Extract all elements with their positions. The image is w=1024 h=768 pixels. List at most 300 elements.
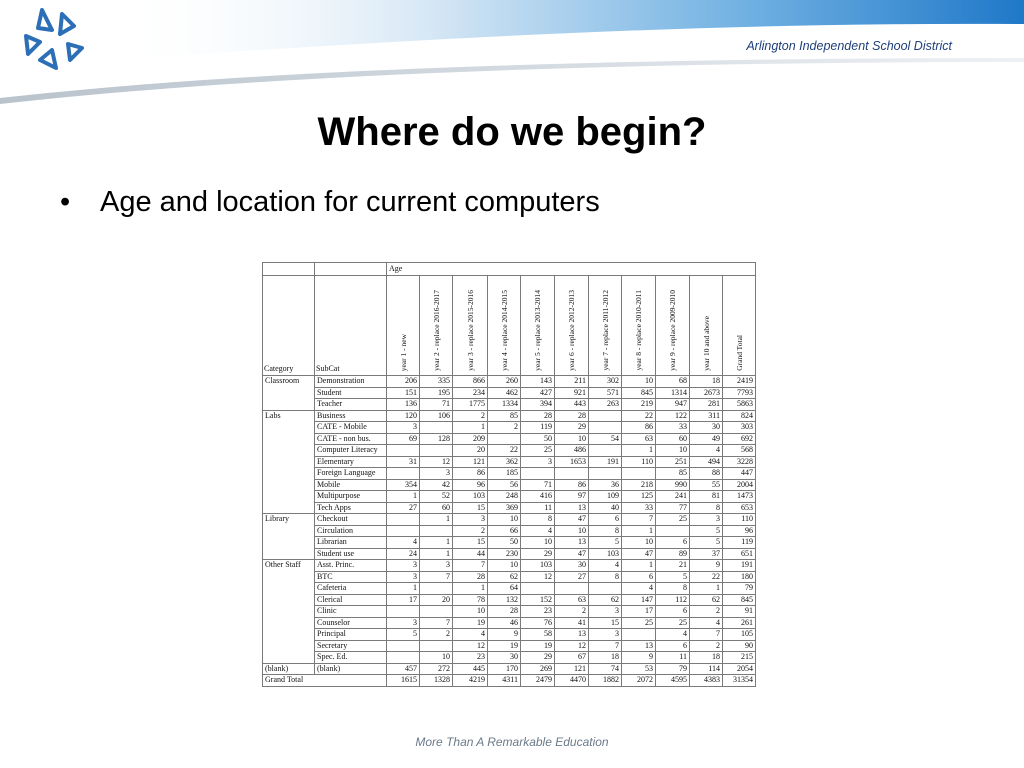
value-cell: 3 bbox=[420, 560, 453, 572]
value-cell: 4 bbox=[387, 537, 420, 549]
column-header-label: year 1 - new bbox=[398, 333, 408, 371]
table-row bbox=[263, 652, 756, 664]
value-cell bbox=[589, 410, 622, 422]
value-cell: 29 bbox=[521, 652, 555, 664]
value-cell: 6 bbox=[656, 640, 690, 652]
subcat-cell: Counselor bbox=[315, 617, 387, 629]
value-cell: 5863 bbox=[723, 399, 756, 411]
column-header bbox=[521, 276, 555, 376]
value-cell bbox=[656, 525, 690, 537]
value-cell: 281 bbox=[690, 399, 723, 411]
value-cell: 494 bbox=[690, 456, 723, 468]
value-cell: 4 bbox=[690, 617, 723, 629]
grand-total-value: 1615 bbox=[387, 675, 420, 687]
column-header bbox=[690, 276, 723, 376]
value-cell: 845 bbox=[723, 594, 756, 606]
age-label: Age bbox=[387, 263, 756, 276]
value-cell: 261 bbox=[723, 617, 756, 629]
value-cell: 195 bbox=[420, 387, 453, 399]
value-cell: 53 bbox=[622, 663, 656, 675]
value-cell: 1 bbox=[690, 583, 723, 595]
category-cell bbox=[263, 629, 315, 641]
value-cell: 206 bbox=[387, 376, 420, 388]
value-cell: 3 bbox=[453, 514, 488, 526]
category-cell bbox=[263, 387, 315, 399]
value-cell: 1473 bbox=[723, 491, 756, 503]
value-cell: 41 bbox=[555, 617, 589, 629]
value-cell: 63 bbox=[555, 594, 589, 606]
table-row bbox=[263, 491, 756, 503]
value-cell: 120 bbox=[387, 410, 420, 422]
column-header bbox=[420, 276, 453, 376]
value-cell: 58 bbox=[521, 629, 555, 641]
value-cell: 79 bbox=[656, 663, 690, 675]
column-header-label: year 9 - replace 2009-2010 bbox=[668, 290, 677, 371]
value-cell: 105 bbox=[723, 629, 756, 641]
subcat-cell: CATE - Mobile bbox=[315, 422, 387, 434]
value-cell: 10 bbox=[622, 537, 656, 549]
value-cell: 10 bbox=[521, 537, 555, 549]
grand-total-value: 1882 bbox=[589, 675, 622, 687]
subcat-cell: Circulation bbox=[315, 525, 387, 537]
grand-total-value: 4219 bbox=[453, 675, 488, 687]
value-cell: 219 bbox=[622, 399, 656, 411]
value-cell: 185 bbox=[488, 468, 521, 480]
value-cell: 9 bbox=[690, 560, 723, 572]
subcat-cell: Demonstration bbox=[315, 376, 387, 388]
subcat-cell: Secretary bbox=[315, 640, 387, 652]
subcat-cell: Business bbox=[315, 410, 387, 422]
value-cell: 2004 bbox=[723, 479, 756, 491]
value-cell bbox=[589, 583, 622, 595]
table-row bbox=[263, 387, 756, 399]
grand-total-value: 4311 bbox=[488, 675, 521, 687]
value-cell: 8 bbox=[589, 525, 622, 537]
value-cell: 47 bbox=[555, 548, 589, 560]
value-cell: 1 bbox=[453, 583, 488, 595]
value-cell: 37 bbox=[690, 548, 723, 560]
subcat-cell: Multipurpose bbox=[315, 491, 387, 503]
value-cell: 1 bbox=[387, 491, 420, 503]
value-cell: 1653 bbox=[555, 456, 589, 468]
value-cell: 8 bbox=[656, 583, 690, 595]
value-cell: 1 bbox=[420, 537, 453, 549]
value-cell: 136 bbox=[387, 399, 420, 411]
value-cell: 2 bbox=[453, 410, 488, 422]
value-cell: 8 bbox=[589, 571, 622, 583]
value-cell: 462 bbox=[488, 387, 521, 399]
value-cell: 947 bbox=[656, 399, 690, 411]
value-cell: 1 bbox=[622, 445, 656, 457]
value-cell: 15 bbox=[453, 502, 488, 514]
value-cell: 109 bbox=[589, 491, 622, 503]
value-cell: 4 bbox=[622, 583, 656, 595]
value-cell: 79 bbox=[723, 583, 756, 595]
table-row bbox=[263, 376, 756, 388]
value-cell: 63 bbox=[622, 433, 656, 445]
value-cell: 36 bbox=[589, 479, 622, 491]
value-cell: 25 bbox=[521, 445, 555, 457]
column-header-label: year 7 - replace 2011-2012 bbox=[600, 290, 610, 371]
subcat-cell: Checkout bbox=[315, 514, 387, 526]
value-cell bbox=[555, 468, 589, 480]
value-cell: 17 bbox=[387, 594, 420, 606]
value-cell: 128 bbox=[420, 433, 453, 445]
category-cell bbox=[263, 537, 315, 549]
value-cell: 96 bbox=[723, 525, 756, 537]
value-cell: 23 bbox=[453, 652, 488, 664]
value-cell: 1 bbox=[622, 525, 656, 537]
value-cell bbox=[387, 468, 420, 480]
value-cell: 60 bbox=[420, 502, 453, 514]
table-row bbox=[263, 594, 756, 606]
category-cell: Library bbox=[263, 514, 315, 526]
value-cell: 27 bbox=[555, 571, 589, 583]
value-cell: 10 bbox=[555, 525, 589, 537]
value-cell: 27 bbox=[387, 502, 420, 514]
table-age-row bbox=[263, 263, 756, 276]
category-cell bbox=[263, 594, 315, 606]
subcat-cell: Spec. Ed. bbox=[315, 652, 387, 664]
value-cell: 1 bbox=[622, 560, 656, 572]
value-cell: 106 bbox=[420, 410, 453, 422]
value-cell: 447 bbox=[723, 468, 756, 480]
category-cell bbox=[263, 445, 315, 457]
category-cell bbox=[263, 548, 315, 560]
grand-total-value: 1328 bbox=[420, 675, 453, 687]
value-cell: 990 bbox=[656, 479, 690, 491]
value-cell: 5 bbox=[690, 537, 723, 549]
column-header-label: year 6 - replace 2012-2013 bbox=[567, 290, 576, 371]
value-cell: 6 bbox=[589, 514, 622, 526]
value-cell: 103 bbox=[453, 491, 488, 503]
value-cell: 29 bbox=[555, 422, 589, 434]
column-header-label: year 10 and above bbox=[701, 316, 711, 371]
subcat-cell: Librarian bbox=[315, 537, 387, 549]
value-cell: 7 bbox=[622, 514, 656, 526]
value-cell: 486 bbox=[555, 445, 589, 457]
value-cell: 81 bbox=[690, 491, 723, 503]
table-row bbox=[263, 399, 756, 411]
value-cell: 28 bbox=[453, 571, 488, 583]
subcat-cell: Principal bbox=[315, 629, 387, 641]
value-cell: 18 bbox=[690, 652, 723, 664]
value-cell: 151 bbox=[387, 387, 420, 399]
value-cell: 568 bbox=[723, 445, 756, 457]
column-header bbox=[488, 276, 521, 376]
value-cell: 211 bbox=[555, 376, 589, 388]
column-header bbox=[656, 276, 690, 376]
value-cell: 11 bbox=[656, 652, 690, 664]
value-cell: 97 bbox=[555, 491, 589, 503]
value-cell: 28 bbox=[521, 410, 555, 422]
category-cell bbox=[263, 583, 315, 595]
value-cell: 260 bbox=[488, 376, 521, 388]
value-cell: 56 bbox=[488, 479, 521, 491]
column-header bbox=[555, 276, 589, 376]
value-cell: 4 bbox=[453, 629, 488, 641]
grand-total-value: 2479 bbox=[521, 675, 555, 687]
value-cell: 10 bbox=[488, 560, 521, 572]
value-cell: 1 bbox=[453, 422, 488, 434]
bullet-dot-icon: • bbox=[60, 186, 71, 218]
value-cell: 824 bbox=[723, 410, 756, 422]
category-cell bbox=[263, 571, 315, 583]
subcat-cell: Foreign Language bbox=[315, 468, 387, 480]
subcat-header: SubCat bbox=[315, 276, 387, 376]
header-banner bbox=[0, 0, 1024, 110]
table-row bbox=[263, 617, 756, 629]
table-row bbox=[263, 525, 756, 537]
value-cell: 78 bbox=[453, 594, 488, 606]
value-cell: 921 bbox=[555, 387, 589, 399]
value-cell: 13 bbox=[622, 640, 656, 652]
value-cell: 866 bbox=[453, 376, 488, 388]
value-cell: 302 bbox=[589, 376, 622, 388]
value-cell: 85 bbox=[656, 468, 690, 480]
value-cell: 18 bbox=[690, 376, 723, 388]
subcat-cell: Clerical bbox=[315, 594, 387, 606]
subcat-cell: CATE - non bus. bbox=[315, 433, 387, 445]
value-cell: 13 bbox=[555, 537, 589, 549]
value-cell: 40 bbox=[589, 502, 622, 514]
value-cell: 6 bbox=[656, 537, 690, 549]
value-cell: 20 bbox=[420, 594, 453, 606]
value-cell: 88 bbox=[690, 468, 723, 480]
value-cell: 10 bbox=[555, 433, 589, 445]
value-cell: 10 bbox=[420, 652, 453, 664]
value-cell: 7 bbox=[420, 571, 453, 583]
value-cell: 18 bbox=[589, 652, 622, 664]
value-cell: 50 bbox=[488, 537, 521, 549]
value-cell: 2 bbox=[488, 422, 521, 434]
value-cell: 12 bbox=[453, 640, 488, 652]
value-cell: 68 bbox=[656, 376, 690, 388]
value-cell: 125 bbox=[622, 491, 656, 503]
value-cell: 119 bbox=[723, 537, 756, 549]
value-cell: 152 bbox=[521, 594, 555, 606]
value-cell: 335 bbox=[420, 376, 453, 388]
value-cell: 7 bbox=[420, 617, 453, 629]
value-cell: 3228 bbox=[723, 456, 756, 468]
value-cell: 2673 bbox=[690, 387, 723, 399]
value-cell: 180 bbox=[723, 571, 756, 583]
value-cell: 263 bbox=[589, 399, 622, 411]
value-cell: 1334 bbox=[488, 399, 521, 411]
value-cell: 1775 bbox=[453, 399, 488, 411]
value-cell: 121 bbox=[555, 663, 589, 675]
value-cell: 10 bbox=[622, 376, 656, 388]
category-cell bbox=[263, 479, 315, 491]
table-row bbox=[263, 456, 756, 468]
value-cell bbox=[420, 583, 453, 595]
value-cell bbox=[488, 433, 521, 445]
value-cell: 369 bbox=[488, 502, 521, 514]
value-cell: 241 bbox=[656, 491, 690, 503]
value-cell bbox=[387, 652, 420, 664]
value-cell: 10 bbox=[488, 514, 521, 526]
value-cell: 269 bbox=[521, 663, 555, 675]
category-cell bbox=[263, 422, 315, 434]
table-row bbox=[263, 606, 756, 618]
value-cell: 272 bbox=[420, 663, 453, 675]
subcat-cell: (blank) bbox=[315, 663, 387, 675]
value-cell: 394 bbox=[521, 399, 555, 411]
value-cell: 103 bbox=[521, 560, 555, 572]
value-cell: 15 bbox=[453, 537, 488, 549]
value-cell: 2419 bbox=[723, 376, 756, 388]
value-cell: 96 bbox=[453, 479, 488, 491]
value-cell: 230 bbox=[488, 548, 521, 560]
value-cell: 3 bbox=[589, 629, 622, 641]
subcat-cell: Teacher bbox=[315, 399, 387, 411]
value-cell: 3 bbox=[521, 456, 555, 468]
value-cell: 2 bbox=[420, 629, 453, 641]
category-cell bbox=[263, 468, 315, 480]
value-cell: 9 bbox=[488, 629, 521, 641]
value-cell: 110 bbox=[622, 456, 656, 468]
category-cell bbox=[263, 606, 315, 618]
value-cell: 19 bbox=[488, 640, 521, 652]
value-cell: 311 bbox=[690, 410, 723, 422]
value-cell: 28 bbox=[555, 410, 589, 422]
column-header-label: year 4 - replace 2014-2015 bbox=[499, 290, 509, 371]
value-cell: 5 bbox=[387, 629, 420, 641]
value-cell: 62 bbox=[690, 594, 723, 606]
value-cell: 42 bbox=[420, 479, 453, 491]
value-cell: 1314 bbox=[656, 387, 690, 399]
category-cell: Labs bbox=[263, 410, 315, 422]
value-cell: 234 bbox=[453, 387, 488, 399]
value-cell bbox=[387, 445, 420, 457]
subcat-cell: BTC bbox=[315, 571, 387, 583]
value-cell: 132 bbox=[488, 594, 521, 606]
value-cell: 25 bbox=[622, 617, 656, 629]
value-cell: 215 bbox=[723, 652, 756, 664]
value-cell: 3 bbox=[387, 571, 420, 583]
table-row bbox=[263, 422, 756, 434]
value-cell: 60 bbox=[656, 433, 690, 445]
value-cell: 10 bbox=[453, 606, 488, 618]
subcat-cell: Student bbox=[315, 387, 387, 399]
value-cell: 103 bbox=[589, 548, 622, 560]
table-row bbox=[263, 502, 756, 514]
subcat-cell: Computer Literacy bbox=[315, 445, 387, 457]
value-cell: 11 bbox=[521, 502, 555, 514]
grand-total-value: 31354 bbox=[723, 675, 756, 687]
value-cell: 443 bbox=[555, 399, 589, 411]
value-cell: 3 bbox=[420, 468, 453, 480]
value-cell: 69 bbox=[387, 433, 420, 445]
value-cell: 71 bbox=[521, 479, 555, 491]
column-header-label: year 5 - replace 2013-2014 bbox=[533, 290, 542, 371]
value-cell: 30 bbox=[690, 422, 723, 434]
value-cell: 653 bbox=[723, 502, 756, 514]
value-cell: 12 bbox=[420, 456, 453, 468]
value-cell: 22 bbox=[690, 571, 723, 583]
bullet-item bbox=[60, 186, 600, 219]
subcat-cell: Asst. Princ. bbox=[315, 560, 387, 572]
grand-total-value: 2072 bbox=[622, 675, 656, 687]
value-cell: 91 bbox=[723, 606, 756, 618]
value-cell: 62 bbox=[589, 594, 622, 606]
value-cell: 6 bbox=[656, 606, 690, 618]
value-cell: 2054 bbox=[723, 663, 756, 675]
column-header bbox=[589, 276, 622, 376]
footer-tagline: More Than A Remarkable Education bbox=[415, 735, 609, 749]
slide-title: Where do we begin? bbox=[317, 110, 707, 154]
value-cell: 2 bbox=[555, 606, 589, 618]
value-cell: 251 bbox=[656, 456, 690, 468]
value-cell: 2 bbox=[453, 525, 488, 537]
district-name: Arlington Independent School District bbox=[746, 39, 952, 53]
value-cell bbox=[420, 606, 453, 618]
value-cell bbox=[521, 583, 555, 595]
table-row bbox=[263, 629, 756, 641]
value-cell: 303 bbox=[723, 422, 756, 434]
value-cell: 119 bbox=[521, 422, 555, 434]
value-cell: 86 bbox=[555, 479, 589, 491]
value-cell bbox=[420, 525, 453, 537]
value-cell bbox=[555, 583, 589, 595]
value-cell: 445 bbox=[453, 663, 488, 675]
value-cell: 55 bbox=[690, 479, 723, 491]
table-row bbox=[263, 445, 756, 457]
value-cell: 5 bbox=[656, 571, 690, 583]
value-cell: 3 bbox=[589, 606, 622, 618]
value-cell bbox=[521, 468, 555, 480]
grand-total-label: Grand Total bbox=[263, 675, 387, 687]
value-cell: 86 bbox=[622, 422, 656, 434]
value-cell: 25 bbox=[656, 617, 690, 629]
value-cell bbox=[387, 525, 420, 537]
value-cell: 50 bbox=[521, 433, 555, 445]
value-cell: 49 bbox=[690, 433, 723, 445]
category-header: Category bbox=[263, 276, 315, 376]
grand-total-value: 4383 bbox=[690, 675, 723, 687]
value-cell: 143 bbox=[521, 376, 555, 388]
column-header bbox=[622, 276, 656, 376]
bullet-text: Age and location for current computers bbox=[100, 186, 600, 218]
value-cell: 8 bbox=[690, 502, 723, 514]
value-cell: 85 bbox=[488, 410, 521, 422]
value-cell: 457 bbox=[387, 663, 420, 675]
category-cell bbox=[263, 399, 315, 411]
table-row bbox=[263, 640, 756, 652]
value-cell: 77 bbox=[656, 502, 690, 514]
value-cell bbox=[589, 445, 622, 457]
table-row bbox=[263, 548, 756, 560]
value-cell: 62 bbox=[488, 571, 521, 583]
grand-total-value: 4470 bbox=[555, 675, 589, 687]
category-cell bbox=[263, 640, 315, 652]
value-cell: 4 bbox=[656, 629, 690, 641]
category-cell bbox=[263, 617, 315, 629]
value-cell: 17 bbox=[622, 606, 656, 618]
table-row bbox=[263, 663, 756, 675]
value-cell: 90 bbox=[723, 640, 756, 652]
table-row bbox=[263, 537, 756, 549]
value-cell: 7 bbox=[589, 640, 622, 652]
value-cell: 248 bbox=[488, 491, 521, 503]
value-cell: 6 bbox=[622, 571, 656, 583]
table-corner-cell bbox=[263, 263, 315, 276]
value-cell bbox=[387, 606, 420, 618]
value-cell: 845 bbox=[622, 387, 656, 399]
value-cell: 74 bbox=[589, 663, 622, 675]
value-cell bbox=[420, 640, 453, 652]
value-cell: 31 bbox=[387, 456, 420, 468]
